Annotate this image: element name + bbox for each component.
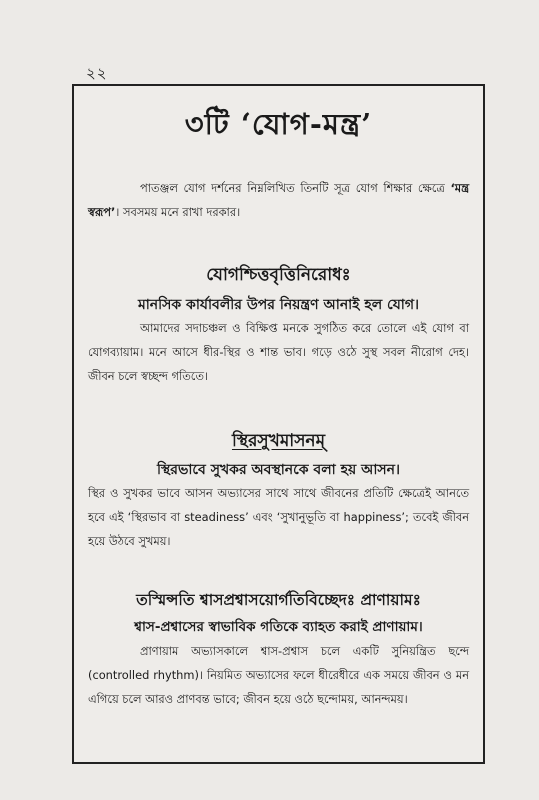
- section-2-heading-text: স্থিরসুখমাসনম্: [231, 431, 326, 451]
- section-3-heading: তস্মিন্সতি শ্বাসপ্রশ্বাসয়োর্গতিবিচ্ছেদঃ প্রাণায়ামঃ: [136, 590, 421, 609]
- section-1-subline: মানসিক কার্যাবলীর উপর নিয়ন্ত্রণ আনাই হল যোগ।: [137, 297, 420, 313]
- section-2-subline: স্থিরভাবে সুখকর অবস্থানকে বলা হয় আসন।: [156, 462, 401, 478]
- intro-text-before: পাতঞ্জল যোগ দর্শনের নিম্নলিখিত তিনটি সূত্র যোগ শিক্ষার ক্ষেত্রে: [140, 181, 451, 195]
- section-3-body: প্রাণায়াম অভ্যাসকালে শ্বাস-প্রশ্বাস চলে একটি সুনিয়ন্ত্রিত ছন্দে (controlled rhythm)। নিয়মিত অভ্যাসের ফলে ধীরেধীরে এক সময়ে জীবন ও মন এগিয়ে চলে আরও প্রাণবন্ত ভাবে; জীবন হয়ে ওঠে ছন্দোময়, আনন্দময়।: [88, 644, 469, 706]
- section-3-subline: শ্বাস-প্রশ্বাসের স্বাভাবিক গতিকে ব্যাহত করাই প্রাণায়াম।: [134, 619, 423, 635]
- section-1-heading: যোগশ্চিত্তবৃত্তিনিরোধঃ: [206, 265, 351, 285]
- section-2-heading: [74, 428, 483, 456]
- section-1-body: আমাদের সদাচঞ্চল ও বিক্ষিপ্ত মনকে সুগঠিত করে তোলে এই যোগ বা যোগব্যায়াম। মনে আসে ধীর-স্থির ও শান্ত ভাব। গড়ে ওঠে সুস্থ সবল নীরোগ দেহ। জীবন চলে স্বচ্ছন্দ গতিতে।: [88, 321, 469, 383]
- content-frame: [72, 84, 485, 764]
- intro-emphasis: ‘মন্ত্র স্বরূপ’: [88, 181, 469, 219]
- intro-text-after: । সবসময় মনে রাখা দরকার।: [115, 205, 241, 219]
- intro-paragraph: [88, 176, 469, 224]
- page-number: ২২: [86, 64, 108, 82]
- page-title: ৩টি ‘যোগ-মন্ত্র’: [184, 107, 373, 141]
- section-2-body: স্থির ও সুখকর ভাবে আসন অভ্যাসের সাথে সাথে জীবনের প্রতিটি ক্ষেত্রেই আনতে হবে এই ‘স্থিরভাব বা steadiness’ এবং ‘সুখানুভূতি বা happiness’; তবেই জীবন হয়ে উঠবে সুখময়।: [88, 486, 469, 548]
